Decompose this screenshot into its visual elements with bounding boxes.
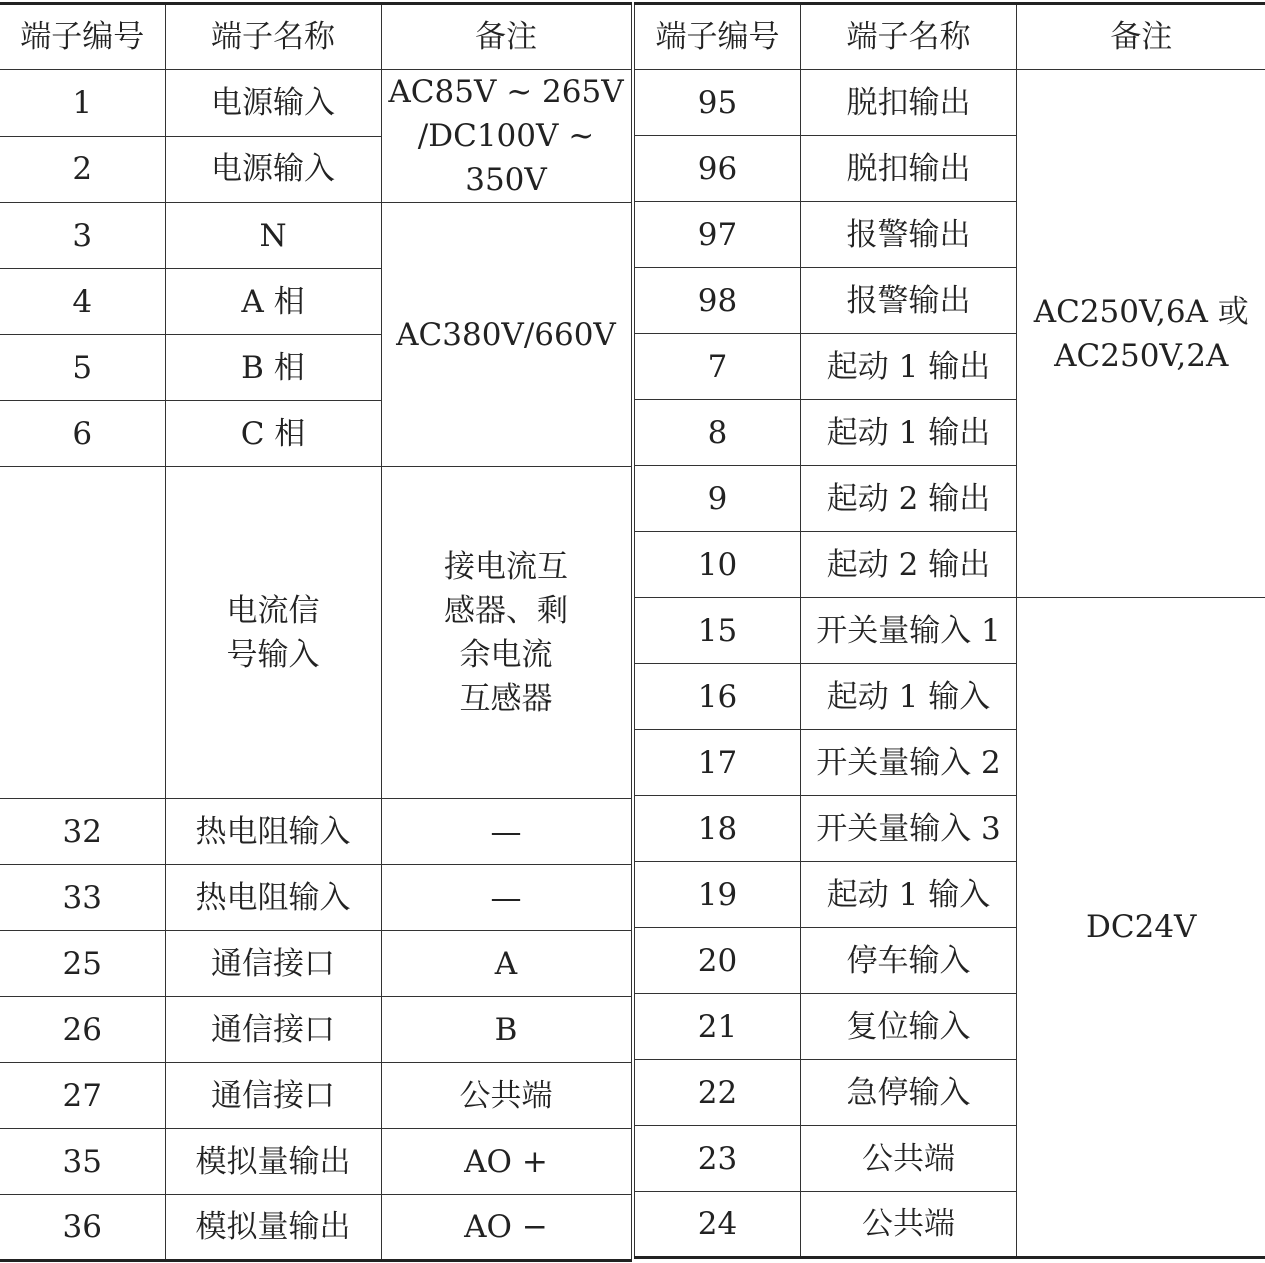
terminal-name: 开关量输入 3 xyxy=(801,796,1017,862)
remark: 公共端 xyxy=(381,1063,631,1129)
remark: — xyxy=(381,799,631,865)
terminal-number: 20 xyxy=(635,928,801,994)
right-terminal-table xyxy=(634,2,1265,1259)
table-row xyxy=(0,1195,631,1261)
terminal-number: 1 xyxy=(0,70,165,137)
terminal-number: 5 xyxy=(0,335,165,401)
remark-dc: DC24V xyxy=(1017,598,1265,1258)
terminal-name: 复位输入 xyxy=(801,994,1017,1060)
table-row xyxy=(0,799,631,865)
terminal-name: 电源输入 xyxy=(165,70,381,137)
header-terminal-number: 端子编号 xyxy=(635,4,801,70)
terminal-number: 21 xyxy=(635,994,801,1060)
terminal-number: 16 xyxy=(635,664,801,730)
terminal-name: A 相 xyxy=(165,269,381,335)
header-remark: 备注 xyxy=(381,4,631,70)
terminal-name: 开关量输入 2 xyxy=(801,730,1017,796)
terminal-name: 开关量输入 1 xyxy=(801,598,1017,664)
remark: B xyxy=(381,997,631,1063)
remark-power xyxy=(381,70,631,203)
table-row xyxy=(0,467,631,799)
table-row xyxy=(0,1129,631,1195)
terminal-number: 2 xyxy=(0,136,165,203)
right-header-row xyxy=(635,4,1265,70)
terminal-name: C 相 xyxy=(165,401,381,467)
left-terminal-table xyxy=(0,2,632,1262)
terminal-number: 17 xyxy=(635,730,801,796)
remark-text: AC250V,6A 或 AC250V,2A xyxy=(1033,293,1249,374)
table-row xyxy=(635,598,1265,664)
terminal-name: N xyxy=(165,203,381,269)
remark-relay xyxy=(1017,70,1265,598)
terminal-number: 8 xyxy=(635,400,801,466)
terminal-name: 报警输出 xyxy=(801,202,1017,268)
terminal-name: 通信接口 xyxy=(165,931,381,997)
terminal-number: 97 xyxy=(635,202,801,268)
header-terminal-name: 端子名称 xyxy=(801,4,1017,70)
terminal-name: 公共端 xyxy=(801,1126,1017,1192)
terminal-number: 98 xyxy=(635,268,801,334)
remark-phase: AC380V/660V xyxy=(381,203,631,467)
terminal-name: 通信接口 xyxy=(165,1063,381,1129)
header-terminal-name: 端子名称 xyxy=(165,4,381,70)
terminal-number: 95 xyxy=(635,70,801,136)
remark: AO − xyxy=(381,1195,631,1261)
terminal-name: 脱扣输出 xyxy=(801,70,1017,136)
terminal-number: 19 xyxy=(635,862,801,928)
terminal-number: 36 xyxy=(0,1195,165,1261)
remark-current xyxy=(381,467,631,799)
terminal-name: 电源输入 xyxy=(165,136,381,203)
table-row xyxy=(0,931,631,997)
terminal-name: 起动 1 输入 xyxy=(801,664,1017,730)
terminal-name: 模拟量输出 xyxy=(165,1129,381,1195)
remark: — xyxy=(381,865,631,931)
terminal-number: 9 xyxy=(635,466,801,532)
terminal-number: 32 xyxy=(0,799,165,865)
terminal-name: 起动 1 输入 xyxy=(801,862,1017,928)
terminal-number: 27 xyxy=(0,1063,165,1129)
terminal-name: 通信接口 xyxy=(165,997,381,1063)
terminal-number: 96 xyxy=(635,136,801,202)
terminal-number: 6 xyxy=(0,401,165,467)
terminal-number: 3 xyxy=(0,203,165,269)
terminal-name: 停车输入 xyxy=(801,928,1017,994)
table-row xyxy=(0,865,631,931)
terminal-number xyxy=(0,467,165,799)
terminal-number: 18 xyxy=(635,796,801,862)
terminal-number: 25 xyxy=(0,931,165,997)
table-row xyxy=(0,997,631,1063)
terminal-name: 急停输入 xyxy=(801,1060,1017,1126)
table-row xyxy=(0,203,631,269)
terminal-name: 起动 1 输出 xyxy=(801,400,1017,466)
terminal-name: 起动 2 输出 xyxy=(801,466,1017,532)
terminal-name: 模拟量输出 xyxy=(165,1195,381,1261)
terminal-number: 23 xyxy=(635,1126,801,1192)
terminal-name: 报警输出 xyxy=(801,268,1017,334)
table-row xyxy=(0,70,631,137)
terminal-name xyxy=(165,467,381,799)
terminal-name: 热电阻输入 xyxy=(165,865,381,931)
terminal-number: 26 xyxy=(0,997,165,1063)
terminal-number: 4 xyxy=(0,269,165,335)
table-row xyxy=(635,70,1265,136)
terminal-name: 起动 2 输出 xyxy=(801,532,1017,598)
terminal-number: 22 xyxy=(635,1060,801,1126)
terminal-name-text: 电流信 号输入 xyxy=(226,592,320,673)
terminal-number: 35 xyxy=(0,1129,165,1195)
terminal-name: 公共端 xyxy=(801,1192,1017,1258)
header-terminal-number: 端子编号 xyxy=(0,4,165,70)
left-header-row xyxy=(0,4,631,70)
terminal-number: 24 xyxy=(635,1192,801,1258)
terminal-name: 起动 1 输出 xyxy=(801,334,1017,400)
terminal-number: 10 xyxy=(635,532,801,598)
remark-text: 接电流互 感器、剩 余电流 互感器 xyxy=(444,548,568,717)
remark-text: AC85V ~ 265V /DC100V ~ 350V xyxy=(388,74,624,198)
terminal-number: 33 xyxy=(0,865,165,931)
terminal-name: 热电阻输入 xyxy=(165,799,381,865)
terminal-name: B 相 xyxy=(165,335,381,401)
terminal-name: 脱扣输出 xyxy=(801,136,1017,202)
terminal-number: 7 xyxy=(635,334,801,400)
table-row xyxy=(0,1063,631,1129)
remark: AO + xyxy=(381,1129,631,1195)
terminal-number: 15 xyxy=(635,598,801,664)
remark: A xyxy=(381,931,631,997)
header-remark: 备注 xyxy=(1017,4,1265,70)
